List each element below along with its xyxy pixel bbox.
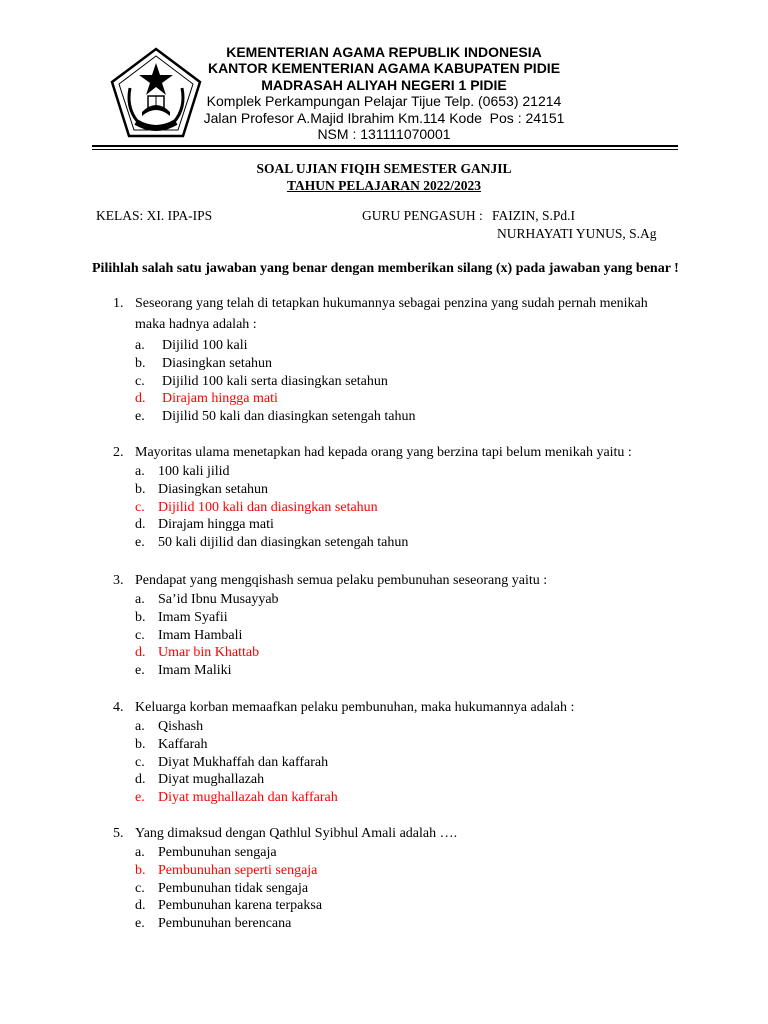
option-c[interactable] bbox=[135, 880, 695, 898]
option-letter: e. bbox=[135, 409, 145, 425]
question-stem bbox=[113, 293, 655, 335]
option-b[interactable] bbox=[135, 609, 695, 627]
question-text: Mayoritas ulama menetapkan had kepada orang yang berzina tapi belum menikah yaitu : bbox=[135, 445, 632, 460]
school-address-line1: Komplek Perkampungan Pelajar Tijue Telp. (0653) 21214 bbox=[206, 93, 562, 110]
option-text: Dirajam hingga mati bbox=[162, 391, 278, 407]
option-b[interactable] bbox=[135, 481, 695, 499]
option-c[interactable] bbox=[135, 627, 695, 645]
question-number: 5. bbox=[113, 826, 124, 841]
option-letter: a. bbox=[135, 338, 145, 353]
question-number: 2. bbox=[113, 445, 124, 460]
option-text: Diyat mughallazah dan kaffarah bbox=[158, 790, 338, 806]
option-d[interactable] bbox=[135, 897, 695, 915]
question-4 bbox=[113, 697, 695, 807]
question-2 bbox=[113, 442, 695, 552]
option-letter: b. bbox=[135, 355, 146, 371]
question-stem bbox=[113, 570, 695, 591]
option-e[interactable] bbox=[135, 662, 695, 680]
teacher-label: GURU PENGASUH : bbox=[362, 208, 483, 223]
letterhead-divider-thick bbox=[92, 145, 678, 147]
option-e[interactable] bbox=[135, 915, 695, 933]
option-letter: b. bbox=[135, 736, 146, 752]
question-number: 4. bbox=[113, 700, 124, 715]
question-number: 3. bbox=[113, 573, 124, 588]
option-letter: c. bbox=[135, 627, 145, 643]
instruction: Pilihlah salah satu jawaban yang benar dengan memberikan silang (x) pada jawaban yang benar ! bbox=[92, 261, 679, 276]
option-letter: b. bbox=[135, 609, 146, 625]
option-d[interactable] bbox=[135, 644, 695, 662]
option-letter: d. bbox=[135, 517, 146, 533]
exam-year: TAHUN PELAJARAN 2022/2023 bbox=[286, 178, 481, 193]
option-text: Diasingkan setahun bbox=[162, 355, 273, 371]
option-text: Umar bin Khattab bbox=[158, 645, 260, 661]
option-e[interactable] bbox=[135, 534, 695, 552]
option-text: Dirajam hingga mati bbox=[158, 517, 274, 533]
option-a[interactable] bbox=[135, 844, 695, 862]
option-text: Diyat mughallazah bbox=[158, 772, 265, 788]
question-text: Yang dimaksud dengan Qathlul Syibhul Amali adalah …. bbox=[135, 826, 458, 841]
option-letter: b. bbox=[135, 862, 146, 878]
question-text: Keluarga korban memaafkan pelaku pembunuhan, maka hukumannya adalah : bbox=[135, 700, 575, 715]
question-stem bbox=[113, 697, 695, 718]
option-text: Pembunuhan berencana bbox=[158, 916, 292, 932]
teacher-name-1: FAIZIN, S.Pd.I bbox=[492, 208, 576, 223]
option-text: Kaffarah bbox=[158, 736, 208, 752]
option-letter: e. bbox=[135, 535, 145, 551]
teacher-name-2: NURHAYATI YUNUS, S.Ag bbox=[497, 226, 657, 241]
question-5 bbox=[113, 823, 695, 933]
option-letter: c. bbox=[135, 373, 145, 389]
option-text: Diasingkan setahun bbox=[158, 481, 269, 497]
option-text: Imam Maliki bbox=[158, 663, 232, 679]
option-letter: d. bbox=[135, 898, 146, 914]
question-number: 1. bbox=[113, 296, 124, 311]
option-letter: e. bbox=[135, 663, 145, 679]
school-nsm: NSM : 131111070001 bbox=[317, 126, 451, 143]
question-3 bbox=[113, 570, 695, 680]
option-text: Pembunuhan karena terpaksa bbox=[158, 898, 323, 914]
option-letter: a. bbox=[135, 845, 145, 860]
option-letter: b. bbox=[135, 481, 146, 497]
option-letter: c. bbox=[135, 880, 145, 896]
question-1 bbox=[113, 293, 655, 426]
option-letter: d. bbox=[135, 391, 146, 407]
option-letter: d. bbox=[135, 772, 146, 788]
option-letter: a. bbox=[135, 719, 145, 734]
option-text: Dijilid 100 kali dan diasingkan setahun bbox=[158, 499, 378, 515]
option-text: Pembunuhan seperti sengaja bbox=[158, 862, 318, 878]
option-b[interactable] bbox=[135, 862, 695, 880]
option-text: Diyat Mukhaffah dan kaffarah bbox=[158, 754, 329, 770]
option-b[interactable] bbox=[135, 355, 655, 373]
option-text: Pembunuhan sengaja bbox=[158, 845, 277, 860]
option-text: 100 kali jilid bbox=[158, 464, 230, 479]
letterhead bbox=[190, 44, 578, 142]
option-c[interactable] bbox=[135, 499, 695, 517]
option-a[interactable] bbox=[135, 337, 655, 355]
option-a[interactable] bbox=[135, 718, 695, 736]
letterhead-divider-thin bbox=[92, 149, 678, 150]
question-text: Pendapat yang mengqishash semua pelaku pembunuhan seseorang yaitu : bbox=[135, 573, 548, 588]
question-text: Seseorang yang telah di tetapkan hukumannya sebagai penzina yang sudah pernah menikah maka hadnya adalah : bbox=[135, 296, 648, 332]
office-name: KANTOR KEMENTERIAN AGAMA KABUPATEN PIDIE bbox=[207, 60, 561, 77]
option-text: Sa’id Ibnu Musayyab bbox=[158, 592, 279, 607]
option-text: 50 kali dijilid dan diasingkan setengah tahun bbox=[158, 535, 409, 551]
option-c[interactable] bbox=[135, 754, 695, 772]
option-a[interactable] bbox=[135, 463, 695, 481]
school-name: MADRASAH ALIYAH NEGERI 1 PIDIE bbox=[261, 76, 507, 93]
option-e[interactable] bbox=[135, 408, 655, 426]
option-letter: e. bbox=[135, 916, 145, 932]
option-text: Pembunuhan tidak sengaja bbox=[158, 880, 309, 896]
option-text: Imam Hambali bbox=[158, 627, 243, 643]
option-letter: e. bbox=[135, 790, 145, 806]
option-d[interactable] bbox=[135, 390, 655, 408]
option-letter: c. bbox=[135, 754, 145, 770]
option-letter: a. bbox=[135, 592, 145, 607]
option-letter: d. bbox=[135, 645, 146, 661]
option-letter: a. bbox=[135, 464, 145, 479]
question-stem bbox=[113, 823, 695, 844]
option-b[interactable] bbox=[135, 736, 695, 754]
option-e[interactable] bbox=[135, 789, 695, 807]
ministry-name: KEMENTERIAN AGAMA REPUBLIK INDONESIA bbox=[226, 44, 542, 60]
option-d[interactable] bbox=[135, 516, 695, 534]
class-label: KELAS: XI. IPA-IPS bbox=[96, 208, 213, 223]
option-text: Dijilid 50 kali dan diasingkan setengah tahun bbox=[162, 409, 416, 425]
option-text: Imam Syafii bbox=[158, 609, 228, 625]
option-a[interactable] bbox=[135, 591, 695, 609]
option-letter: c. bbox=[135, 499, 145, 515]
question-stem bbox=[113, 442, 695, 463]
exam-title: SOAL UJIAN FIQIH SEMESTER GANJIL bbox=[256, 161, 512, 176]
option-text: Dijilid 100 kali bbox=[162, 338, 248, 353]
school-address-line2: Jalan Profesor A.Majid Ibrahim Km.114 Kode Pos : 24151 bbox=[203, 109, 565, 126]
option-c[interactable] bbox=[135, 373, 655, 391]
option-text: Dijilid 100 kali serta diasingkan setahun bbox=[162, 373, 388, 389]
option-d[interactable] bbox=[135, 771, 695, 789]
option-text: Qishash bbox=[158, 719, 204, 734]
